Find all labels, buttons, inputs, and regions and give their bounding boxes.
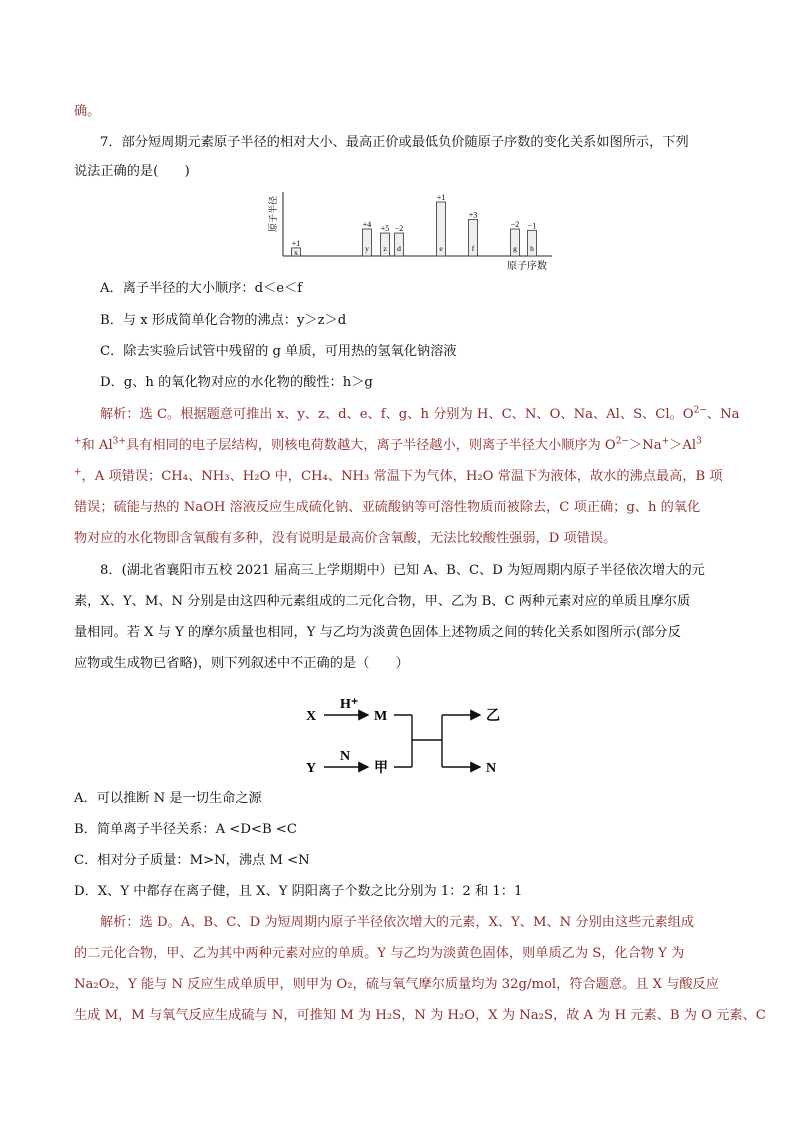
answer-7-line-3: +，A 项错误；CH₄、NH₃、H₂O 中，CH₄、NH₃ 常温下为气体，H₂O 常温下为液体，故水的沸点最高，B 项: [74, 467, 723, 484]
x-axis-label: 原子序数: [507, 261, 547, 272]
answer-8-line-4: 生成 M，M 与氧气反应生成硫与 N，可推知 M 为 H₂S，N 为 H₂O，X 为 Na₂S，故 A 为 H 元素、B 为 O 元素、C: [74, 1008, 766, 1023]
bar-label-y: y: [365, 244, 369, 253]
question-8-stem-4: 应物或生成物已省略)，则下列叙述中不正确的是（ ）: [74, 656, 409, 671]
option-8a: A．可以推断 N 是一切生命之源: [74, 791, 262, 806]
chart-svg: [262, 186, 562, 276]
reagent-h-plus: H⁺: [340, 697, 359, 712]
option-8c: C．相对分子质量：M>N，沸点 M <N: [74, 853, 310, 868]
bar-label-z: z: [383, 244, 387, 253]
bar-label-d: d: [397, 244, 401, 253]
label-jia: 甲: [374, 761, 388, 776]
valence-label-y: +4: [362, 220, 372, 229]
question-8-stem-3: 量相同。若 X 与 Y 的摩尔质量也相同，Y 与乙均为淡黄色固体上述物质之间的转化关系如图所示(部分反: [74, 625, 681, 640]
question-8-stem: 8．(湖北省襄阳市五校 2021 届高三上学期期中）已知 A、B、C、D 为短周期内原子半径依次增大的元: [100, 563, 705, 578]
answer-7-line-2: +和 $Al^{3+}$具有相同的电子层结构，则核电荷数越大，离子半径越小，则离子半径大小顺序为 $O^{2-}>Na^+>Al^3$: [74, 436, 702, 453]
answer-8-line-1: 解析：选 D。A、B、C、D 为短周期内原子半径依次增大的元素，X、Y、M、N 分别由这些元素组成: [100, 915, 695, 930]
answer-7-line-4: 错误；硫能与热的 NaOH 溶液反应生成硫化钠、亚硫酸钠等可溶性物质而被除去，C 项正确；g、h 的氧化: [74, 500, 701, 515]
answer-8-line-3: Na₂O₂，Y 能与 N 反应生成单质甲，则甲为 O₂，硫与氧气摩尔质量均为 32g/mol，符合题意。且 X 与酸反应: [74, 977, 719, 992]
label-N: N: [486, 761, 497, 776]
question-7-stem: 7．部分短周期元素原子半径的相对大小、最高正价或最低负价随原子序数的变化关系如图所示，下列: [100, 135, 689, 150]
valence-label-d: −2: [394, 224, 404, 234]
valence-label-x: +1: [291, 238, 301, 248]
bar-label-g: g: [513, 244, 517, 253]
valence-label-z: +5: [380, 224, 390, 234]
option-7d: D．g、h 的氧化物对应的水化物的酸性：h＞g: [100, 375, 373, 390]
question-7-stem-cont: 说法正确的是( ): [74, 164, 190, 179]
label-yi: 乙: [486, 709, 500, 724]
reagent-n: N: [340, 749, 351, 764]
answer-8-line-2: 的二元化合物，甲、乙为其中两种元素对应的单质。Y 与乙均为淡黄色固体，则单质乙为 S，化合物 Y 为: [74, 946, 685, 961]
text-line: 确。: [74, 104, 101, 119]
option-7b: B．与 x 形成简单化合物的沸点：y＞z＞d: [100, 313, 347, 328]
scheme-svg: [296, 690, 516, 782]
option-8b: B．简单离子半径关系：A <D<B <C: [74, 822, 297, 837]
bar-label-h: h: [530, 244, 534, 253]
y-axis-label: 原子半径: [268, 195, 278, 233]
atomic-radius-chart: [262, 186, 562, 276]
option-7a: A．离子半径的大小顺序：d＜e＜f: [100, 281, 303, 296]
bar-label-x: x: [294, 247, 298, 257]
bar-label-e: e: [439, 244, 443, 253]
answer-7-line-5: 物对应的水化物即含氧酸有多种，没有说明是最高价含氧酸，无法比较酸性强弱，D 项错误。: [74, 531, 617, 546]
answer-7-line-1: 解析：选 C。根据题意可推出 x、y、z、d、e、f、g、h 分别为 H、C、N、O、Na、Al、S、Cl。$O^{2-}$、Na: [100, 405, 740, 422]
reaction-scheme: [296, 690, 516, 782]
label-Y: Y: [306, 761, 317, 776]
valence-label-g: −2: [510, 220, 520, 229]
valence-label-f: +3: [468, 210, 478, 220]
label-M: M: [374, 709, 388, 724]
valence-label-h: −1: [527, 221, 537, 231]
question-8-stem-2: 素，X、Y、M、N 分别是由这四种元素组成的二元化合物，甲、乙为 B、C 两种元素对应的单质且摩尔质: [74, 594, 691, 609]
bar-label-f: f: [471, 244, 475, 253]
option-8d: D．X、Y 中都存在离子健，且 X、Y 阴阳离子个数之比分别为 1：2 和 1：1: [74, 884, 523, 899]
label-X: X: [306, 709, 317, 724]
valence-label-e: +1: [436, 193, 446, 202]
option-7c: C．除去实验后试管中残留的 g 单质，可用热的氢氧化钠溶液: [100, 344, 457, 359]
